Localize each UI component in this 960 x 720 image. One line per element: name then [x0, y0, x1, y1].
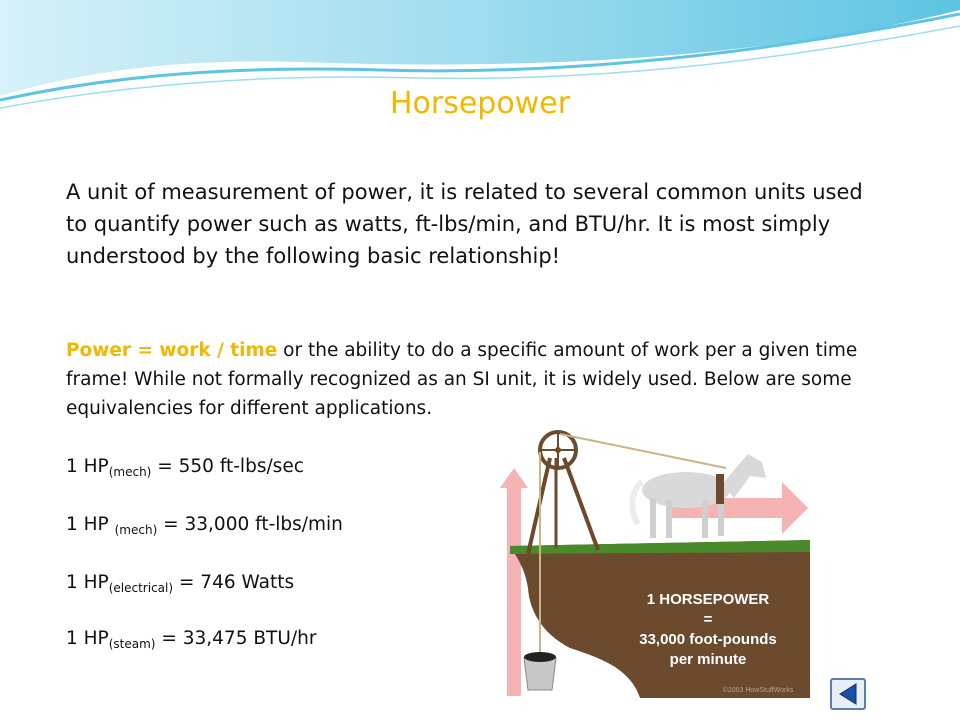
equivalency-mech-min: 1 HP $_{(mech)}$ = 33,000 ft-lbs/min	[66, 514, 343, 537]
horse-pulley-illustration	[490, 428, 810, 698]
equivalency-steam: 1 $HP_{(steam)} = 33,475$ BTU/hr	[66, 628, 317, 651]
caption-line-1: 1 HORSEPOWER	[646, 591, 770, 608]
caption-line-2: =	[703, 611, 713, 628]
equivalency-electrical: 1 $HP_{(electrical)} = 746$ Watts	[66, 572, 295, 595]
credit-text: ©2003 HowStuffWorks	[722, 687, 794, 694]
definition-paragraph	[66, 336, 906, 423]
definition-text: or the ability to do a specific amount of work per a given time frame! While not formally recognized as an SI unit, it is widely used. Below are some equivalencies for different applications.	[66, 340, 858, 419]
intro-paragraph: A unit of measurement of power, it is related to several common units used to quantify power such as watts, ft-lbs/min, and BTU/hr. It is most simply understood by the following basic relationship!	[66, 180, 863, 268]
coal-bucket-icon	[524, 652, 556, 690]
caption-line-4: per minute	[669, 651, 747, 668]
equivalency-mech-sec: 1 $HP_{(mech)} = 550$ ft-lbs/sec	[66, 456, 304, 479]
triangle-left-icon	[832, 680, 864, 708]
power-formula: Power = work / time	[66, 340, 278, 361]
back-button[interactable]	[830, 678, 866, 710]
slide-title: Horsepower	[389, 86, 571, 121]
caption-line-3: 33,000 foot-pounds	[639, 631, 777, 648]
